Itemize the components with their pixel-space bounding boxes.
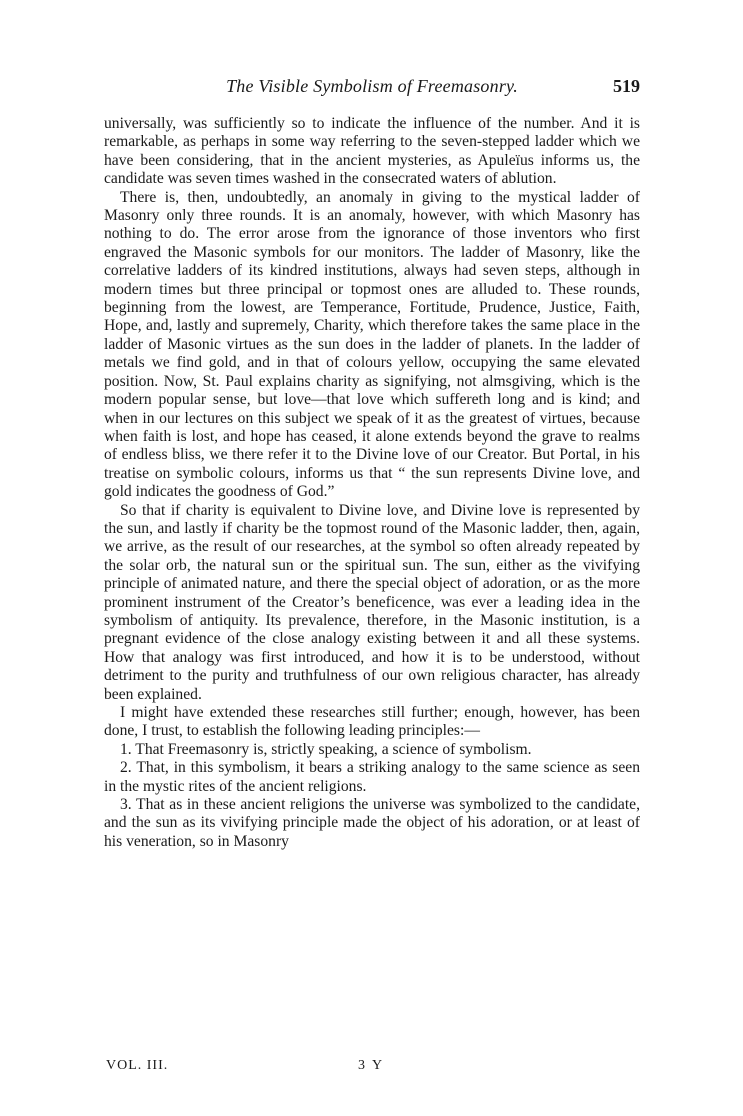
page-number: 519 — [613, 76, 640, 96]
principle-item-3: 3. That as in these ancient religions the universe was symbolized to the candidate, and the sun as its vivifying principle made the object of his adoration, or at least of his veneration, so in Masonry — [104, 796, 640, 850]
principle-item-1: 1. That Freemasonry is, strictly speaking, a science of symbolism. — [120, 740, 532, 758]
running-title: The Visible Symbolism of Freemasonry. — [226, 76, 518, 96]
page-footer — [104, 1058, 640, 1080]
volume-label: VOL. III. — [106, 1058, 169, 1073]
paragraph-ladder-anomaly: There is, then, undoubtedly, an anomaly in giving to the mystical ladder of Masonry only three rounds. It is an anomaly, however, with which Masonry has nothing to do. The error arose from the ignorance of those inventors who first engraved the Masonic symbols for our monitors. The ladder of Masonry, like the correlative ladders of its kindred institutions, always had seven steps, although in modern times but three principal or topmost ones are alluded to. These rounds, beginning from the lowest, are Temperance, Fortitude, Prudence, Justice, Faith, Hope, and, lastly and supremely, Charity, which therefore takes the same place in the ladder of Masonic virtues as the sun does in the ladder of planets. In the ladder of metals we find gold, and in that of colours yellow, occupying the same elevated position. Now, St. Paul explains charity as signifying, not almsgiving, which is the modern popular sense, but love—that love which suffereth long and is kind; and when in our lectures on this subject we speak of it as the greatest of virtues, because when faith is lost, and hope has ceased, it alone extends beyond the grave to realms of endless bliss, we there refer it to the Divine love of our Creator. But Portal, in his treatise on symbolic colours, informs us that “ the sun represents Divine love, and gold indicates the goodness of God.” — [104, 188, 640, 501]
paragraph-principles-intro: I might have extended these researches still further; enough, however, has been done, I trust, to establish the following leading principles:— — [104, 704, 640, 740]
signature-mark: 3 Y — [358, 1058, 385, 1073]
body-text — [104, 115, 640, 851]
paragraph-charity-sun: So that if charity is equivalent to Divine love, and Divine love is represented by the sun, and lastly if charity be the topmost round of the Masonic ladder, then, again, we arrive, as the result of our researches, at the symbol so often already repeated by the solar orb, the natural sun or the spiritual sun. The sun, either as the vivifying principle of animated nature, and there the special object of adoration, or as the more prominent instrument of the Creator’s beneficence, was ever a leading idea in the symbolism of antiquity. Its prevalence, therefore, in the Masonic institution, is a pregnant evidence of the close analogy existing between it and all these systems. How that analogy was first introduced, and how it is to be understood, without detriment to the purity and truthfulness of our own religious character, has already been explained. — [104, 501, 640, 703]
principle-item-2: 2. That, in this symbolism, it bears a striking analogy to the same science as seen in the mystic rites of the ancient religions. — [104, 759, 640, 795]
paragraph-continuation: universally, was sufficiently so to indicate the influence of the number. And it is remarkable, as perhaps in some way referring to the seven-stepped ladder which we have been considering, that in the ancient mysteries, as Apuleïus informs us, the candidate was seven times washed in the consecrated waters of ablution. — [104, 115, 640, 188]
running-head — [104, 76, 640, 100]
